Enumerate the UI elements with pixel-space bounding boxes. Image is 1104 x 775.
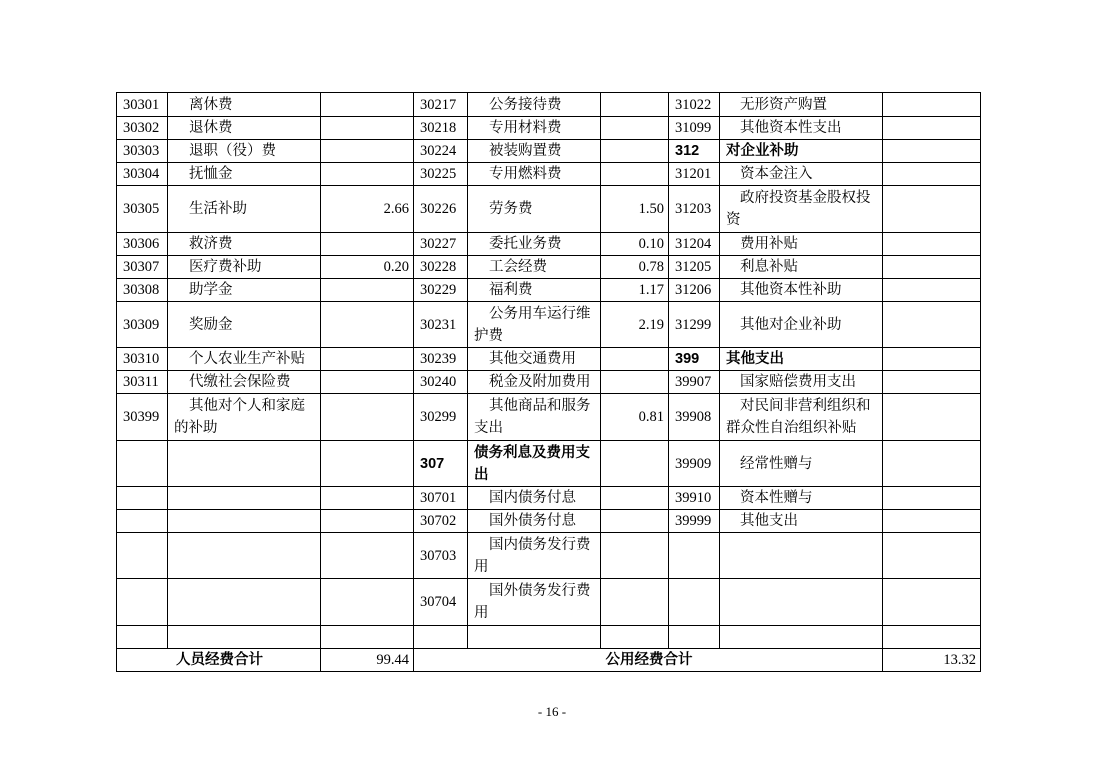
expense-item: 退职（役）费 [168, 140, 321, 163]
empty-cell [321, 626, 414, 649]
expense-item: 政府投资基金股权投资 [720, 186, 883, 233]
expense-code: 30305 [117, 186, 168, 233]
expense-code: 30224 [414, 140, 468, 163]
table-row [117, 394, 981, 441]
expense-code: 30311 [117, 371, 168, 394]
empty-cell [321, 510, 414, 533]
expense-code: 30299 [414, 394, 468, 441]
expense-amount [883, 302, 981, 348]
table-row [117, 117, 981, 140]
expense-amount [883, 394, 981, 441]
expense-amount: 0.81 [601, 394, 669, 441]
expense-amount [883, 233, 981, 256]
expense-code: 30302 [117, 117, 168, 140]
expense-item: 其他对个人和家庭的补助 [168, 394, 321, 441]
empty-cell [117, 510, 168, 533]
expense-amount [321, 302, 414, 348]
public-total-label: 公用经费合计 [414, 649, 883, 672]
expense-code: 30218 [414, 117, 468, 140]
expense-code: 30227 [414, 233, 468, 256]
expense-amount [883, 93, 981, 117]
table-row [117, 256, 981, 279]
expense-amount [601, 510, 669, 533]
expense-code: 31201 [669, 163, 720, 186]
expense-item: 资本金注入 [720, 163, 883, 186]
expense-amount [601, 140, 669, 163]
empty-cell [168, 441, 321, 487]
expense-code: 30307 [117, 256, 168, 279]
empty-cell [883, 626, 981, 649]
empty-cell [720, 579, 883, 626]
expense-item: 其他支出 [720, 510, 883, 533]
expense-item: 其他交通费用 [468, 348, 601, 371]
expense-amount [601, 441, 669, 487]
expense-item: 劳务费 [468, 186, 601, 233]
expense-code: 39910 [669, 487, 720, 510]
expense-item: 专用材料费 [468, 117, 601, 140]
expense-amount [601, 163, 669, 186]
expense-code: 39908 [669, 394, 720, 441]
empty-cell [321, 441, 414, 487]
expense-amount [883, 256, 981, 279]
expense-code: 30228 [414, 256, 468, 279]
expense-amount [601, 579, 669, 626]
expense-code: 31099 [669, 117, 720, 140]
empty-cell [601, 626, 669, 649]
expense-code: 30701 [414, 487, 468, 510]
expense-amount: 0.10 [601, 233, 669, 256]
empty-cell [669, 579, 720, 626]
expense-item: 退休费 [168, 117, 321, 140]
expense-item: 抚恤金 [168, 163, 321, 186]
expense-amount [601, 533, 669, 579]
expense-code: 30303 [117, 140, 168, 163]
expense-item: 其他商品和服务支出 [468, 394, 601, 441]
expense-code: 30399 [117, 394, 168, 441]
table-row [117, 186, 981, 233]
expense-code: 30217 [414, 93, 468, 117]
personnel-total-amount: 99.44 [321, 649, 414, 672]
expense-amount [321, 140, 414, 163]
category-name: 其他支出 [720, 348, 883, 371]
expense-item: 对民间非营利组织和群众性自治组织补贴 [720, 394, 883, 441]
expense-code: 31299 [669, 302, 720, 348]
expense-item: 其他资本性支出 [720, 117, 883, 140]
table-row [117, 140, 981, 163]
expense-code: 31203 [669, 186, 720, 233]
table-row [117, 487, 981, 510]
expense-code: 30308 [117, 279, 168, 302]
expense-code: 30225 [414, 163, 468, 186]
category-code: 307 [414, 441, 468, 487]
expense-item: 费用补贴 [720, 233, 883, 256]
category-name: 债务利息及费用支出 [468, 441, 601, 487]
expense-code: 30229 [414, 279, 468, 302]
table-row [117, 533, 981, 579]
empty-cell [168, 626, 321, 649]
empty-cell [117, 579, 168, 626]
empty-cell [168, 533, 321, 579]
expense-amount [601, 371, 669, 394]
empty-cell [168, 579, 321, 626]
empty-cell [468, 626, 601, 649]
empty-cell [883, 579, 981, 626]
empty-cell [321, 533, 414, 579]
category-code: 399 [669, 348, 720, 371]
expense-item: 国内债务付息 [468, 487, 601, 510]
empty-cell [414, 626, 468, 649]
expense-amount [321, 233, 414, 256]
expense-item: 被装购置费 [468, 140, 601, 163]
expense-code: 31205 [669, 256, 720, 279]
expenditure-table [116, 92, 981, 672]
expense-amount [321, 371, 414, 394]
empty-cell [720, 626, 883, 649]
category-code: 312 [669, 140, 720, 163]
expense-item: 奖励金 [168, 302, 321, 348]
expense-item: 税金及附加费用 [468, 371, 601, 394]
expense-item: 工会经费 [468, 256, 601, 279]
expense-code: 30301 [117, 93, 168, 117]
expense-item: 公务用车运行维护费 [468, 302, 601, 348]
expense-code: 31206 [669, 279, 720, 302]
table-row [117, 348, 981, 371]
expense-amount [321, 163, 414, 186]
expense-amount [883, 510, 981, 533]
expense-code: 30309 [117, 302, 168, 348]
expense-amount [321, 394, 414, 441]
expense-amount [883, 487, 981, 510]
table-row [117, 441, 981, 487]
expense-code: 30304 [117, 163, 168, 186]
empty-cell [168, 510, 321, 533]
expense-amount [883, 279, 981, 302]
expense-code: 39907 [669, 371, 720, 394]
page-number: - 16 - [537, 704, 567, 719]
expense-item: 助学金 [168, 279, 321, 302]
expense-item: 无形资产购置 [720, 93, 883, 117]
table-row [117, 233, 981, 256]
table-row [117, 371, 981, 394]
expense-amount [601, 93, 669, 117]
expense-item: 利息补贴 [720, 256, 883, 279]
expense-code: 30240 [414, 371, 468, 394]
expense-amount: 1.50 [601, 186, 669, 233]
table-row [117, 163, 981, 186]
expense-item: 个人农业生产补贴 [168, 348, 321, 371]
table-row [117, 510, 981, 533]
empty-cell [669, 533, 720, 579]
expense-code: 30239 [414, 348, 468, 371]
expense-amount [883, 117, 981, 140]
expense-code: 30306 [117, 233, 168, 256]
empty-cell [720, 533, 883, 579]
expense-code: 31204 [669, 233, 720, 256]
empty-row [117, 626, 981, 649]
expense-amount [883, 140, 981, 163]
expense-amount: 1.17 [601, 279, 669, 302]
expense-amount: 2.19 [601, 302, 669, 348]
expense-item: 其他对企业补助 [720, 302, 883, 348]
table-row [117, 579, 981, 626]
empty-cell [117, 626, 168, 649]
expense-amount [321, 348, 414, 371]
expense-amount: 0.78 [601, 256, 669, 279]
expense-item: 国内债务发行费用 [468, 533, 601, 579]
expense-amount [883, 186, 981, 233]
expense-item: 离休费 [168, 93, 321, 117]
expense-item: 资本性赠与 [720, 487, 883, 510]
expense-item: 其他资本性补助 [720, 279, 883, 302]
expense-code: 30703 [414, 533, 468, 579]
category-name: 对企业补助 [720, 140, 883, 163]
expense-amount [601, 117, 669, 140]
expense-amount [883, 441, 981, 487]
empty-cell [117, 441, 168, 487]
expense-code: 39909 [669, 441, 720, 487]
empty-cell [669, 626, 720, 649]
expense-amount [883, 371, 981, 394]
expense-amount [601, 487, 669, 510]
expense-item: 经常性赠与 [720, 441, 883, 487]
table-row [117, 279, 981, 302]
expense-item: 救济费 [168, 233, 321, 256]
expense-code: 39999 [669, 510, 720, 533]
expense-code: 30231 [414, 302, 468, 348]
empty-cell [117, 533, 168, 579]
expense-item: 代缴社会保险费 [168, 371, 321, 394]
expense-code: 30704 [414, 579, 468, 626]
expense-amount [883, 348, 981, 371]
expense-amount [601, 348, 669, 371]
expense-item: 国家赔偿费用支出 [720, 371, 883, 394]
empty-cell [321, 487, 414, 510]
expense-amount [321, 93, 414, 117]
table-row [117, 93, 981, 117]
expense-amount [321, 117, 414, 140]
expense-amount [883, 163, 981, 186]
table-row [117, 302, 981, 348]
expense-amount: 2.66 [321, 186, 414, 233]
expense-item: 医疗费补助 [168, 256, 321, 279]
expense-code: 30310 [117, 348, 168, 371]
expense-item: 生活补助 [168, 186, 321, 233]
expense-item: 国外债务付息 [468, 510, 601, 533]
totals-row [117, 649, 981, 672]
expense-code: 30226 [414, 186, 468, 233]
expense-code: 30702 [414, 510, 468, 533]
empty-cell [883, 533, 981, 579]
personnel-total-label: 人员经费合计 [117, 649, 321, 672]
expense-amount: 0.20 [321, 256, 414, 279]
expense-item: 专用燃料费 [468, 163, 601, 186]
empty-cell [168, 487, 321, 510]
expense-item: 公务接待费 [468, 93, 601, 117]
expense-amount [321, 279, 414, 302]
empty-cell [117, 487, 168, 510]
empty-cell [321, 579, 414, 626]
expense-item: 委托业务费 [468, 233, 601, 256]
expense-item: 国外债务发行费用 [468, 579, 601, 626]
public-total-amount: 13.32 [883, 649, 981, 672]
expense-code: 31022 [669, 93, 720, 117]
expense-item: 福利费 [468, 279, 601, 302]
